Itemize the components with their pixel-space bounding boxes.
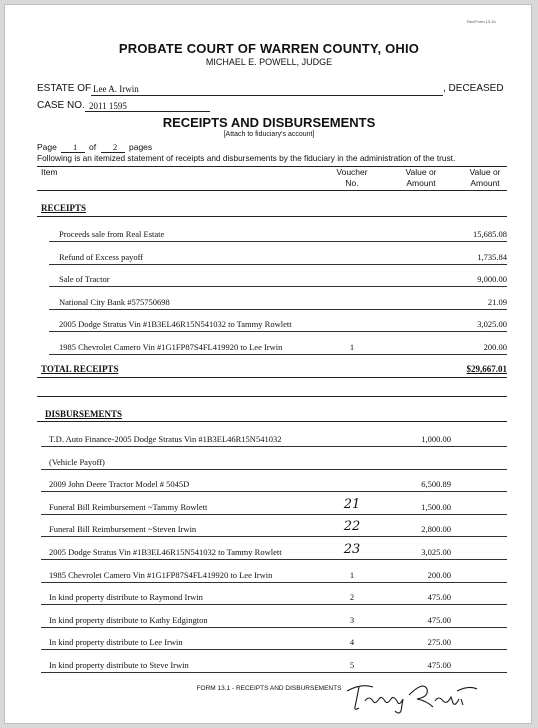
line-item-description: 2009 John Deere Tractor Model # 5045D xyxy=(49,479,190,490)
amount-column-1: 475.00 xyxy=(427,592,451,603)
line-item-description: 2005 Dodge Stratus Vin #1B3EL46R15N541032 to Tammy Rowlett xyxy=(49,547,282,557)
court-title: PROBATE COURT OF WARREN COUNTY, OHIO xyxy=(118,41,420,56)
line-item-description: 1985 Chevrolet Camero Vin #1G1FP87S4FL419920 to Lee Irwin xyxy=(49,569,273,580)
row-rule xyxy=(41,604,507,605)
row-rule xyxy=(41,649,507,650)
line-item-description: In kind property distribute to Raymond Irwin xyxy=(49,592,203,603)
page-label: Page xyxy=(37,142,57,152)
line-item-description: Refund of Excess payoff xyxy=(59,251,144,262)
row-rule xyxy=(49,354,507,355)
line-item-description: Sale of Tractor xyxy=(59,274,110,285)
total-pages: 2 xyxy=(113,142,118,152)
row-rule xyxy=(41,559,507,560)
line-item-description: In kind property distribute to Steve Irwin xyxy=(49,660,189,670)
deceased-label: , DECEASED xyxy=(443,83,504,94)
form-footer: FORM 13.1 - RECEIPTS AND DISBURSEMENTS xyxy=(196,685,342,692)
form-subheading: [Attach to fiduciary's account] xyxy=(223,131,315,138)
col-value2-header-2: Amount xyxy=(470,178,500,188)
of-label: of xyxy=(89,142,97,152)
amount-column-1: 1,000.00 xyxy=(421,434,451,444)
amount-column-2: 21.09 xyxy=(487,296,507,307)
voucher-number: 23 xyxy=(343,542,361,557)
amount-column-2: 9,000.00 xyxy=(477,274,507,285)
line-item-description: Funeral Bill Reimbursement ~Steven Irwin xyxy=(49,524,197,535)
voucher-number: 22 xyxy=(343,519,361,535)
amount-column-1: 6,500.89 xyxy=(421,479,451,490)
line-item-description: T.D. Auto Finance-2005 Dodge Stratus Vin #1B3EL46R15N541032 xyxy=(49,434,282,444)
disbursements-heading: DISBURSEMENTS xyxy=(45,409,123,419)
amount-column-1: 475.00 xyxy=(427,614,451,625)
row-rule xyxy=(41,582,507,583)
amount-column-2: 200.00 xyxy=(483,342,507,352)
col-value2-header-1: Value or xyxy=(469,167,501,177)
row-rule xyxy=(41,446,507,447)
document-page xyxy=(4,4,532,724)
row-rule xyxy=(49,309,507,310)
total-rule xyxy=(37,377,507,378)
line-item-description: Proceeds sale from Real Estate xyxy=(59,229,165,239)
line-item-description: Funeral Bill Reimbursement ~Tammy Rowlett xyxy=(49,501,208,512)
voucher-number: 2 xyxy=(349,592,355,603)
signature-image xyxy=(343,677,483,715)
amount-column-1: 3,025.00 xyxy=(421,547,451,557)
header-bottom-rule xyxy=(37,190,507,191)
intro-text: Following is an itemized statement of receipts and disbursements by the fiduciary in the administration of the trust. xyxy=(37,153,456,163)
receipts-heading: RECEIPTS xyxy=(41,203,87,213)
col-voucher-header-2: No. xyxy=(345,178,359,188)
row-rule xyxy=(41,627,507,628)
voucher-number: 3 xyxy=(349,614,355,625)
case-underline xyxy=(85,111,210,112)
col-voucher-header-1: Voucher xyxy=(336,167,368,177)
estate-label: ESTATE OF xyxy=(37,83,92,94)
line-item-description: In kind property distribute to Lee Irwin xyxy=(49,637,183,648)
line-item-description: In kind property distribute to Kathy Edgington xyxy=(49,614,208,625)
case-label: CASE NO. xyxy=(37,100,85,111)
row-rule xyxy=(41,469,507,470)
line-item-description: 1985 Chevrolet Camero Vin #1G1FP87S4FL419920 to Lee Irwin xyxy=(59,342,283,352)
amount-column-1: 2,800.00 xyxy=(421,524,451,535)
amount-column-1: 1,500.00 xyxy=(421,501,451,512)
amount-column-2: 1,735.84 xyxy=(477,251,507,262)
line-item-description: 2005 Dodge Stratus Vin #1B3EL46R15N541032 to Tammy Rowlett xyxy=(59,319,292,330)
receipts-heading-rule xyxy=(37,216,507,217)
voucher-number: 4 xyxy=(349,637,355,648)
form-heading: RECEIPTS AND DISBURSEMENTS xyxy=(162,115,376,130)
total-receipts-label: TOTAL RECEIPTS xyxy=(41,364,119,374)
judge-name: MICHAEL E. POWELL, JUDGE xyxy=(205,57,333,67)
amount-column-1: 200.00 xyxy=(427,569,451,580)
line-item-description: (Vehicle Payoff) xyxy=(49,456,105,467)
line-item-description: National City Bank #575750698 xyxy=(59,296,170,307)
voucher-number: 21 xyxy=(343,496,361,512)
row-rule xyxy=(41,536,507,537)
amount-column-1: 275.00 xyxy=(427,637,451,648)
voucher-number: 1 xyxy=(349,569,355,580)
row-rule xyxy=(49,286,507,287)
amount-column-1: 475.00 xyxy=(427,660,451,670)
row-rule xyxy=(49,264,507,265)
row-rule xyxy=(41,514,507,515)
page-number: 1 xyxy=(73,142,78,152)
col-value1-header-1: Value or xyxy=(405,167,437,177)
voucher-number: 1 xyxy=(349,342,355,352)
col-item-header: Item xyxy=(41,167,58,177)
estate-underline xyxy=(91,95,443,96)
row-rule xyxy=(41,672,507,673)
estate-name: Lee A. Irwin xyxy=(93,84,139,94)
form-number: Rev/Form 13.1b xyxy=(467,19,496,24)
col-value1-header-2: Amount xyxy=(406,178,436,188)
disbursements-heading-rule xyxy=(37,421,507,422)
row-rule xyxy=(41,491,507,492)
row-rule xyxy=(49,241,507,242)
case-number: 2011 1595 xyxy=(89,101,127,111)
voucher-number: 5 xyxy=(349,660,355,670)
amount-column-2: 3,025.00 xyxy=(477,319,507,330)
pages-label: pages xyxy=(129,142,153,152)
row-rule xyxy=(49,331,507,332)
amount-column-2: 15,685.08 xyxy=(473,229,507,239)
blank-rule xyxy=(37,396,507,397)
total-receipts-amount: $29,667.01 xyxy=(466,364,507,374)
